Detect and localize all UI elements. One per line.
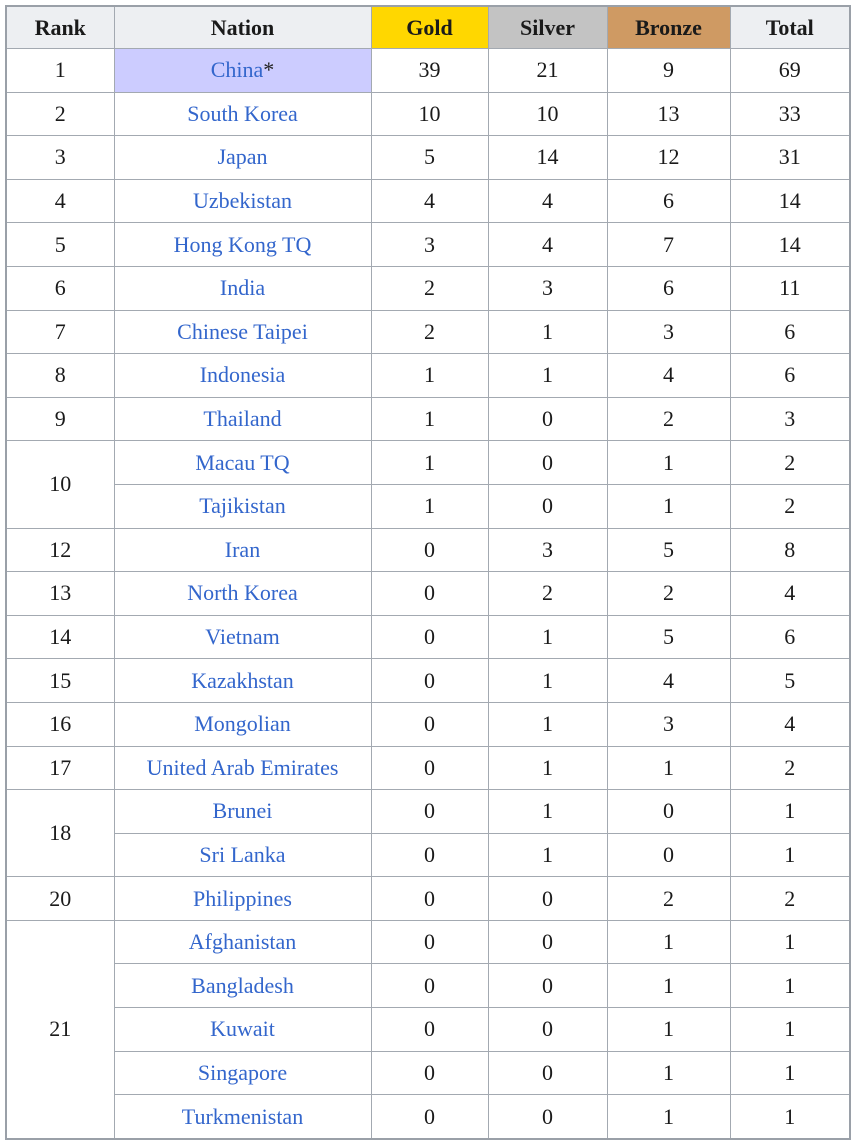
rank-cell: 4 — [6, 179, 114, 223]
rank-cell: 16 — [6, 702, 114, 746]
gold-cell: 1 — [371, 484, 488, 528]
silver-cell: 3 — [488, 266, 607, 310]
silver-cell: 3 — [488, 528, 607, 572]
nation-cell — [114, 833, 371, 877]
total-cell: 2 — [730, 441, 850, 485]
bronze-cell: 2 — [607, 572, 730, 616]
nation-cell — [114, 179, 371, 223]
total-cell: 2 — [730, 484, 850, 528]
col-header-gold: Gold — [371, 6, 488, 49]
gold-cell: 1 — [371, 397, 488, 441]
total-cell: 5 — [730, 659, 850, 703]
silver-cell: 1 — [488, 659, 607, 703]
bronze-cell: 1 — [607, 1008, 730, 1052]
gold-cell: 0 — [371, 877, 488, 921]
gold-cell: 0 — [371, 1051, 488, 1095]
table-row — [6, 572, 850, 616]
host-asterisk: * — [263, 57, 275, 83]
bronze-cell: 12 — [607, 136, 730, 180]
total-cell: 3 — [730, 397, 850, 441]
rank-cell: 9 — [6, 397, 114, 441]
nation-cell — [114, 659, 371, 703]
rank-cell: 8 — [6, 354, 114, 398]
nation-cell — [114, 92, 371, 136]
nation-link[interactable]: Afghanistan — [188, 929, 297, 955]
nation-cell — [114, 354, 371, 398]
table-row — [6, 92, 850, 136]
silver-cell: 0 — [488, 1095, 607, 1139]
table-row — [6, 310, 850, 354]
table-row — [6, 746, 850, 790]
silver-cell: 1 — [488, 354, 607, 398]
nation-link[interactable]: Uzbekistan — [193, 188, 292, 214]
col-header-nation: Nation — [114, 6, 371, 49]
bronze-cell: 7 — [607, 223, 730, 267]
nation-cell — [114, 441, 371, 485]
gold-cell: 5 — [371, 136, 488, 180]
silver-cell: 14 — [488, 136, 607, 180]
gold-cell: 0 — [371, 572, 488, 616]
nation-cell — [114, 920, 371, 964]
silver-cell: 1 — [488, 615, 607, 659]
silver-cell: 4 — [488, 179, 607, 223]
table-row — [6, 615, 850, 659]
total-cell: 69 — [730, 49, 850, 93]
gold-cell: 0 — [371, 659, 488, 703]
bronze-cell: 1 — [607, 920, 730, 964]
table-row — [6, 964, 850, 1008]
table-row — [6, 136, 850, 180]
silver-cell: 0 — [488, 877, 607, 921]
total-cell: 33 — [730, 92, 850, 136]
gold-cell: 0 — [371, 790, 488, 834]
nation-link[interactable]: Japan — [217, 144, 268, 170]
bronze-cell: 2 — [607, 397, 730, 441]
medal-table — [5, 5, 851, 1140]
bronze-cell: 1 — [607, 746, 730, 790]
table-row — [6, 484, 850, 528]
gold-cell: 1 — [371, 441, 488, 485]
bronze-cell: 4 — [607, 354, 730, 398]
gold-cell: 39 — [371, 49, 488, 93]
bronze-cell: 1 — [607, 1095, 730, 1139]
rank-cell: 6 — [6, 266, 114, 310]
total-cell: 6 — [730, 615, 850, 659]
total-cell: 14 — [730, 223, 850, 267]
nation-link[interactable]: Indonesia — [199, 362, 286, 388]
silver-cell: 1 — [488, 702, 607, 746]
total-cell: 4 — [730, 572, 850, 616]
nation-link[interactable]: Iran — [224, 536, 261, 562]
total-cell: 1 — [730, 833, 850, 877]
rank-cell: 18 — [6, 790, 114, 877]
nation-cell — [114, 615, 371, 659]
rank-cell: 5 — [6, 223, 114, 267]
nation-cell — [114, 223, 371, 267]
total-cell: 2 — [730, 746, 850, 790]
bronze-cell: 5 — [607, 615, 730, 659]
total-cell: 1 — [730, 920, 850, 964]
bronze-cell: 4 — [607, 659, 730, 703]
nation-link[interactable]: Singapore — [197, 1059, 288, 1085]
table-row — [6, 1051, 850, 1095]
table-row — [6, 1008, 850, 1052]
bronze-cell: 6 — [607, 266, 730, 310]
gold-cell: 0 — [371, 615, 488, 659]
total-cell: 11 — [730, 266, 850, 310]
nation-cell — [114, 49, 371, 93]
nation-cell — [114, 266, 371, 310]
rank-cell: 12 — [6, 528, 114, 572]
bronze-cell: 5 — [607, 528, 730, 572]
nation-link[interactable]: Bangladesh — [191, 972, 294, 998]
nation-link[interactable]: Tajikistan — [199, 493, 286, 519]
nation-link[interactable]: Macau TQ — [195, 449, 290, 475]
total-cell: 6 — [730, 354, 850, 398]
bronze-cell: 1 — [607, 441, 730, 485]
total-cell: 1 — [730, 964, 850, 1008]
nation-link[interactable]: Turkmenistan — [181, 1103, 304, 1129]
table-row — [6, 702, 850, 746]
bronze-cell: 0 — [607, 790, 730, 834]
silver-cell: 0 — [488, 397, 607, 441]
table-row — [6, 877, 850, 921]
rank-cell: 2 — [6, 92, 114, 136]
rank-cell: 13 — [6, 572, 114, 616]
total-cell: 8 — [730, 528, 850, 572]
gold-cell: 0 — [371, 702, 488, 746]
rank-cell: 15 — [6, 659, 114, 703]
header-row — [6, 6, 850, 49]
nation-cell — [114, 136, 371, 180]
silver-cell: 1 — [488, 833, 607, 877]
nation-link[interactable]: India — [219, 275, 266, 301]
nation-link[interactable]: China — [210, 57, 264, 83]
table-row — [6, 397, 850, 441]
gold-cell: 0 — [371, 1008, 488, 1052]
total-cell: 6 — [730, 310, 850, 354]
table-row — [6, 833, 850, 877]
nation-link[interactable]: North Korea — [187, 580, 298, 606]
nation-link[interactable]: Sri Lanka — [199, 841, 286, 867]
bronze-cell: 9 — [607, 49, 730, 93]
rank-cell: 3 — [6, 136, 114, 180]
nation-link[interactable]: Chinese Taipei — [177, 318, 308, 344]
nation-cell — [114, 877, 371, 921]
nation-link[interactable]: Philippines — [192, 885, 292, 911]
silver-cell: 0 — [488, 920, 607, 964]
table-row — [6, 1095, 850, 1139]
table-row — [6, 266, 850, 310]
bronze-cell: 3 — [607, 310, 730, 354]
silver-cell: 2 — [488, 572, 607, 616]
bronze-cell: 6 — [607, 179, 730, 223]
nation-cell — [114, 397, 371, 441]
gold-cell: 2 — [371, 310, 488, 354]
total-cell: 4 — [730, 702, 850, 746]
nation-cell — [114, 310, 371, 354]
nation-cell — [114, 790, 371, 834]
bronze-cell: 1 — [607, 484, 730, 528]
bronze-cell: 2 — [607, 877, 730, 921]
rank-cell: 7 — [6, 310, 114, 354]
nation-cell — [114, 528, 371, 572]
bronze-cell: 13 — [607, 92, 730, 136]
table-row — [6, 441, 850, 485]
silver-cell: 1 — [488, 746, 607, 790]
table-row — [6, 354, 850, 398]
total-cell: 1 — [730, 1051, 850, 1095]
nation-link[interactable]: Vietnam — [205, 624, 280, 650]
total-cell: 1 — [730, 1095, 850, 1139]
nation-link[interactable]: Kuwait — [210, 1016, 275, 1042]
table-row — [6, 790, 850, 834]
total-cell: 1 — [730, 790, 850, 834]
nation-link[interactable]: Brunei — [212, 798, 273, 824]
silver-cell: 0 — [488, 1008, 607, 1052]
col-header-bronze: Bronze — [607, 6, 730, 49]
silver-cell: 4 — [488, 223, 607, 267]
silver-cell: 0 — [488, 484, 607, 528]
gold-cell: 0 — [371, 920, 488, 964]
gold-cell: 0 — [371, 746, 488, 790]
gold-cell: 4 — [371, 179, 488, 223]
nation-cell — [114, 1051, 371, 1095]
bronze-cell: 3 — [607, 702, 730, 746]
silver-cell: 21 — [488, 49, 607, 93]
total-cell: 31 — [730, 136, 850, 180]
nation-cell — [114, 964, 371, 1008]
nation-link[interactable]: South Korea — [187, 100, 298, 126]
silver-cell: 1 — [488, 790, 607, 834]
table-row — [6, 49, 850, 93]
col-header-rank: Rank — [6, 6, 114, 49]
silver-cell: 10 — [488, 92, 607, 136]
table-row — [6, 528, 850, 572]
gold-cell: 3 — [371, 223, 488, 267]
rank-cell: 10 — [6, 441, 114, 528]
gold-cell: 0 — [371, 1095, 488, 1139]
silver-cell: 0 — [488, 1051, 607, 1095]
gold-cell: 0 — [371, 528, 488, 572]
col-header-silver: Silver — [488, 6, 607, 49]
table-row — [6, 920, 850, 964]
rank-cell: 1 — [6, 49, 114, 93]
rank-cell: 14 — [6, 615, 114, 659]
nation-link[interactable]: Kazakhstan — [191, 667, 294, 693]
bronze-cell: 1 — [607, 1051, 730, 1095]
total-cell: 2 — [730, 877, 850, 921]
total-cell: 14 — [730, 179, 850, 223]
nation-cell — [114, 702, 371, 746]
bronze-cell: 1 — [607, 964, 730, 1008]
nation-link[interactable]: United Arab Emirates — [146, 754, 339, 780]
nation-cell — [114, 1008, 371, 1052]
col-header-total: Total — [730, 6, 850, 49]
table-row — [6, 223, 850, 267]
nation-cell — [114, 746, 371, 790]
silver-cell: 0 — [488, 964, 607, 1008]
silver-cell: 0 — [488, 441, 607, 485]
gold-cell: 0 — [371, 833, 488, 877]
table-row — [6, 659, 850, 703]
gold-cell: 2 — [371, 266, 488, 310]
rank-cell: 21 — [6, 920, 114, 1138]
table-row — [6, 179, 850, 223]
nation-cell — [114, 1095, 371, 1139]
rank-cell: 17 — [6, 746, 114, 790]
bronze-cell: 0 — [607, 833, 730, 877]
gold-cell: 10 — [371, 92, 488, 136]
gold-cell: 0 — [371, 964, 488, 1008]
gold-cell: 1 — [371, 354, 488, 398]
nation-link[interactable]: Thailand — [203, 406, 282, 432]
silver-cell: 1 — [488, 310, 607, 354]
rank-cell: 20 — [6, 877, 114, 921]
total-cell: 1 — [730, 1008, 850, 1052]
nation-cell — [114, 484, 371, 528]
nation-link[interactable]: Hong Kong TQ — [173, 231, 312, 257]
nation-link[interactable]: Mongolian — [194, 711, 291, 737]
nation-cell — [114, 572, 371, 616]
